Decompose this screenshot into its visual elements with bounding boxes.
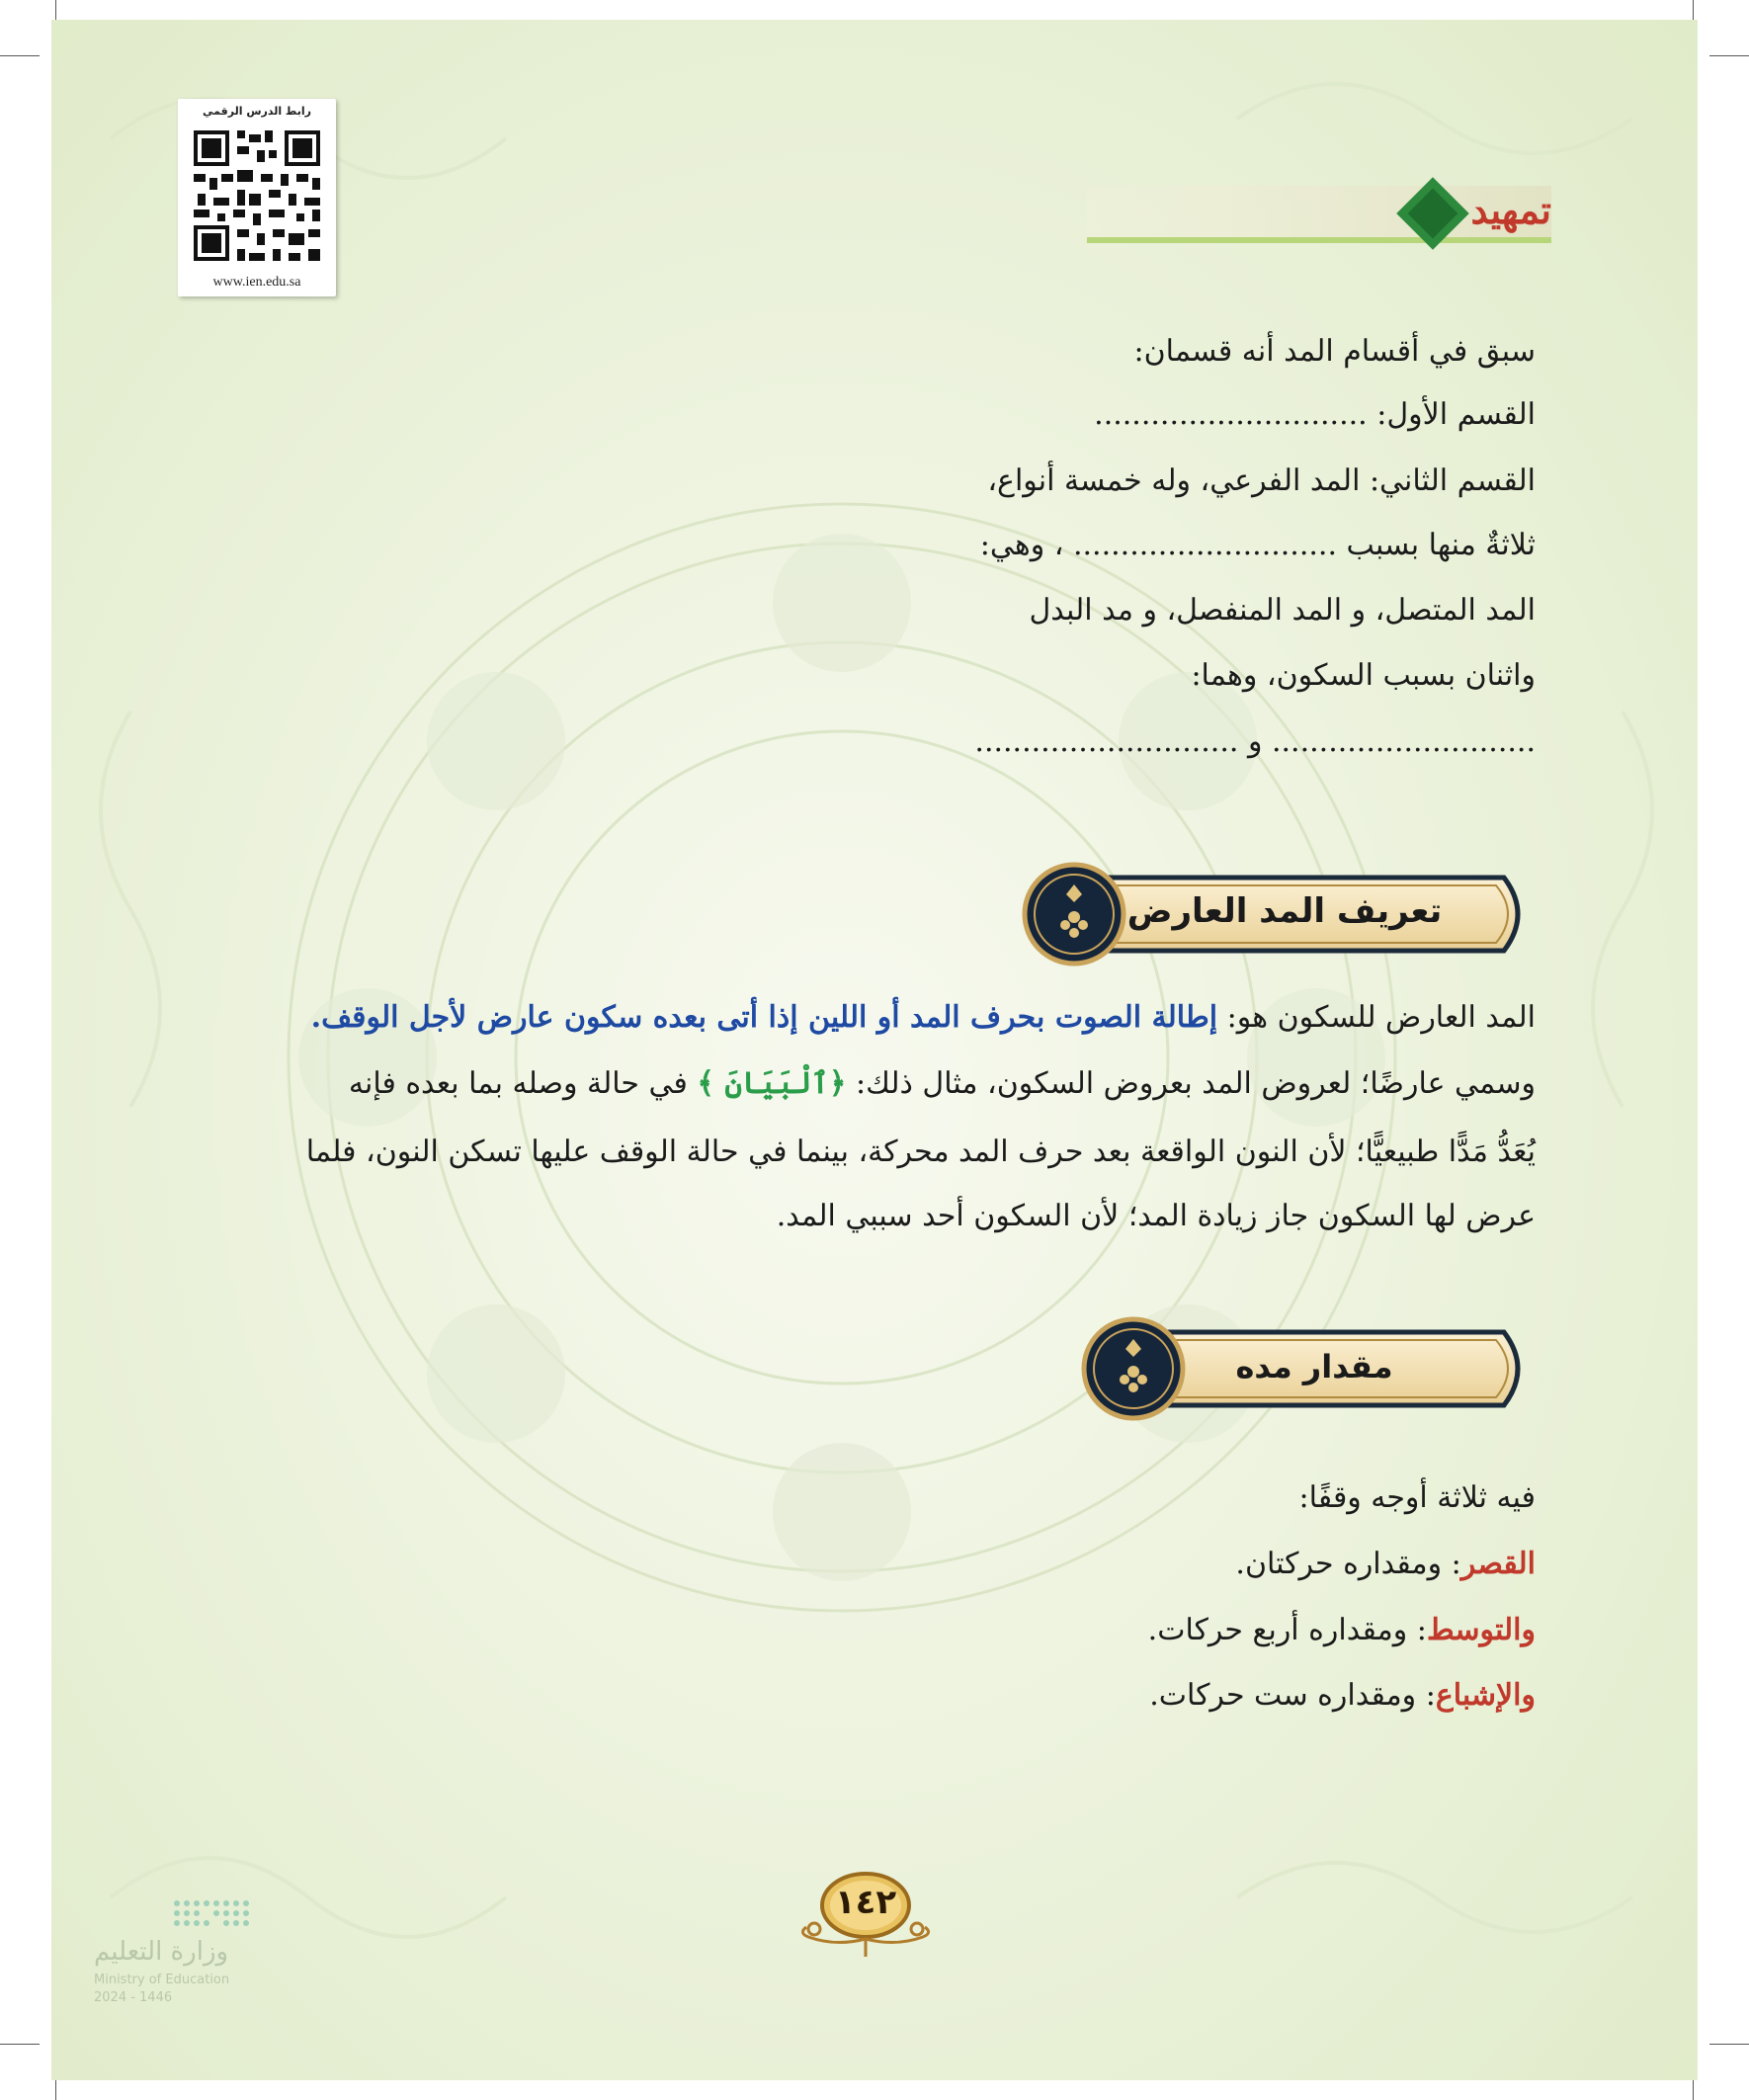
qr-title: رابط الدرس الرقمي xyxy=(203,105,311,118)
intro-line-2: القسم الأول: ............................. xyxy=(1094,397,1536,432)
textbook-page xyxy=(51,20,1698,2080)
qr-url: www.ien.edu.sa xyxy=(212,275,301,290)
intro-line-4: ثلاثةٌ منها بسبب ............................ ، وهي: xyxy=(979,528,1536,562)
definition-line-2-a: وسمي عارضًا؛ لعروض المد بعروض السكون، مثال ذلك: xyxy=(846,1066,1536,1101)
ministry-year: 2024 - 1446 xyxy=(94,1990,173,2005)
ministry-logo xyxy=(94,1897,252,2005)
definition-line-1 xyxy=(311,1000,1536,1035)
crop-mark xyxy=(55,2080,56,2100)
definition-line-1-prefix: المد العارض للسكون هو: xyxy=(1217,1000,1536,1035)
definition-line-2-b: في حالة وصله بما بعده فإنه xyxy=(348,1066,698,1101)
crop-mark xyxy=(0,2044,40,2045)
ministry-dots-icon xyxy=(94,1897,252,1933)
intro-line-3: القسم الثاني: المد الفرعي، وله خمسة أنواع، xyxy=(987,463,1536,498)
qr-code-card[interactable] xyxy=(178,99,336,296)
measure-text-1: : ومقداره حركتان. xyxy=(1235,1547,1461,1581)
crop-mark xyxy=(1693,0,1694,20)
crop-mark xyxy=(1693,2080,1694,2100)
measure-term-3: والإشباع xyxy=(1435,1678,1536,1713)
ministry-arabic: وزارة التعليم xyxy=(94,1937,229,1967)
background-ornament xyxy=(51,20,1698,2080)
measure-intro: فيه ثلاثة أوجه وقفًا: xyxy=(1298,1480,1536,1515)
measure-term-1: القصر xyxy=(1460,1547,1536,1581)
quran-example: ﴿ٱلْبَيَانَ ﴾ xyxy=(697,1066,847,1101)
definition-title: تعريف المد العارض xyxy=(1126,891,1443,931)
measure-item-2 xyxy=(1148,1613,1536,1647)
crop-mark xyxy=(0,55,40,56)
intro-line-6: واثنان بسبب السكون، وهما: xyxy=(1191,658,1536,693)
measure-title: مقدار مده xyxy=(1235,1348,1393,1386)
definition-line-3: يُعَدُّ مَدًّا طبيعيًّا؛ لأن النون الواقعة بعد حرف المد محركة، بينما في حالة الوقف عليها تسكن النون، فلما xyxy=(305,1134,1536,1169)
measure-text-2: : ومقداره أربع حركات. xyxy=(1147,1613,1427,1647)
page-number: ١٤٢ xyxy=(834,1883,897,1922)
qr-code-icon xyxy=(190,126,324,265)
measure-text-3: : ومقداره ست حركات. xyxy=(1149,1678,1436,1713)
definition-line-1-bold: إطالة الصوت بحرف المد أو اللين إذا أتى بعده سكون عارض لأجل الوقف. xyxy=(310,1000,1218,1035)
definition-line-2 xyxy=(349,1066,1536,1101)
intro-line-1: سبق في أقسام المد أنه قسمان: xyxy=(1133,334,1536,369)
crop-mark xyxy=(55,0,56,20)
ministry-english: Ministry of Education xyxy=(94,1973,230,1987)
crop-mark xyxy=(1709,55,1749,56)
intro-line-5: المد المتصل، و المد المنفصل، و مد البدل xyxy=(1029,593,1536,628)
crop-mark xyxy=(1709,2044,1749,2045)
intro-title: تمهيد xyxy=(1470,188,1551,232)
measure-item-1 xyxy=(1235,1547,1536,1581)
intro-line-7: ............................ و ............................ xyxy=(974,724,1536,759)
measure-item-3 xyxy=(1149,1678,1536,1713)
measure-term-2: والتوسط xyxy=(1426,1613,1536,1647)
definition-line-4: عرض لها السكون جاز زيادة المد؛ لأن السكون أحد سببي المد. xyxy=(776,1199,1536,1233)
